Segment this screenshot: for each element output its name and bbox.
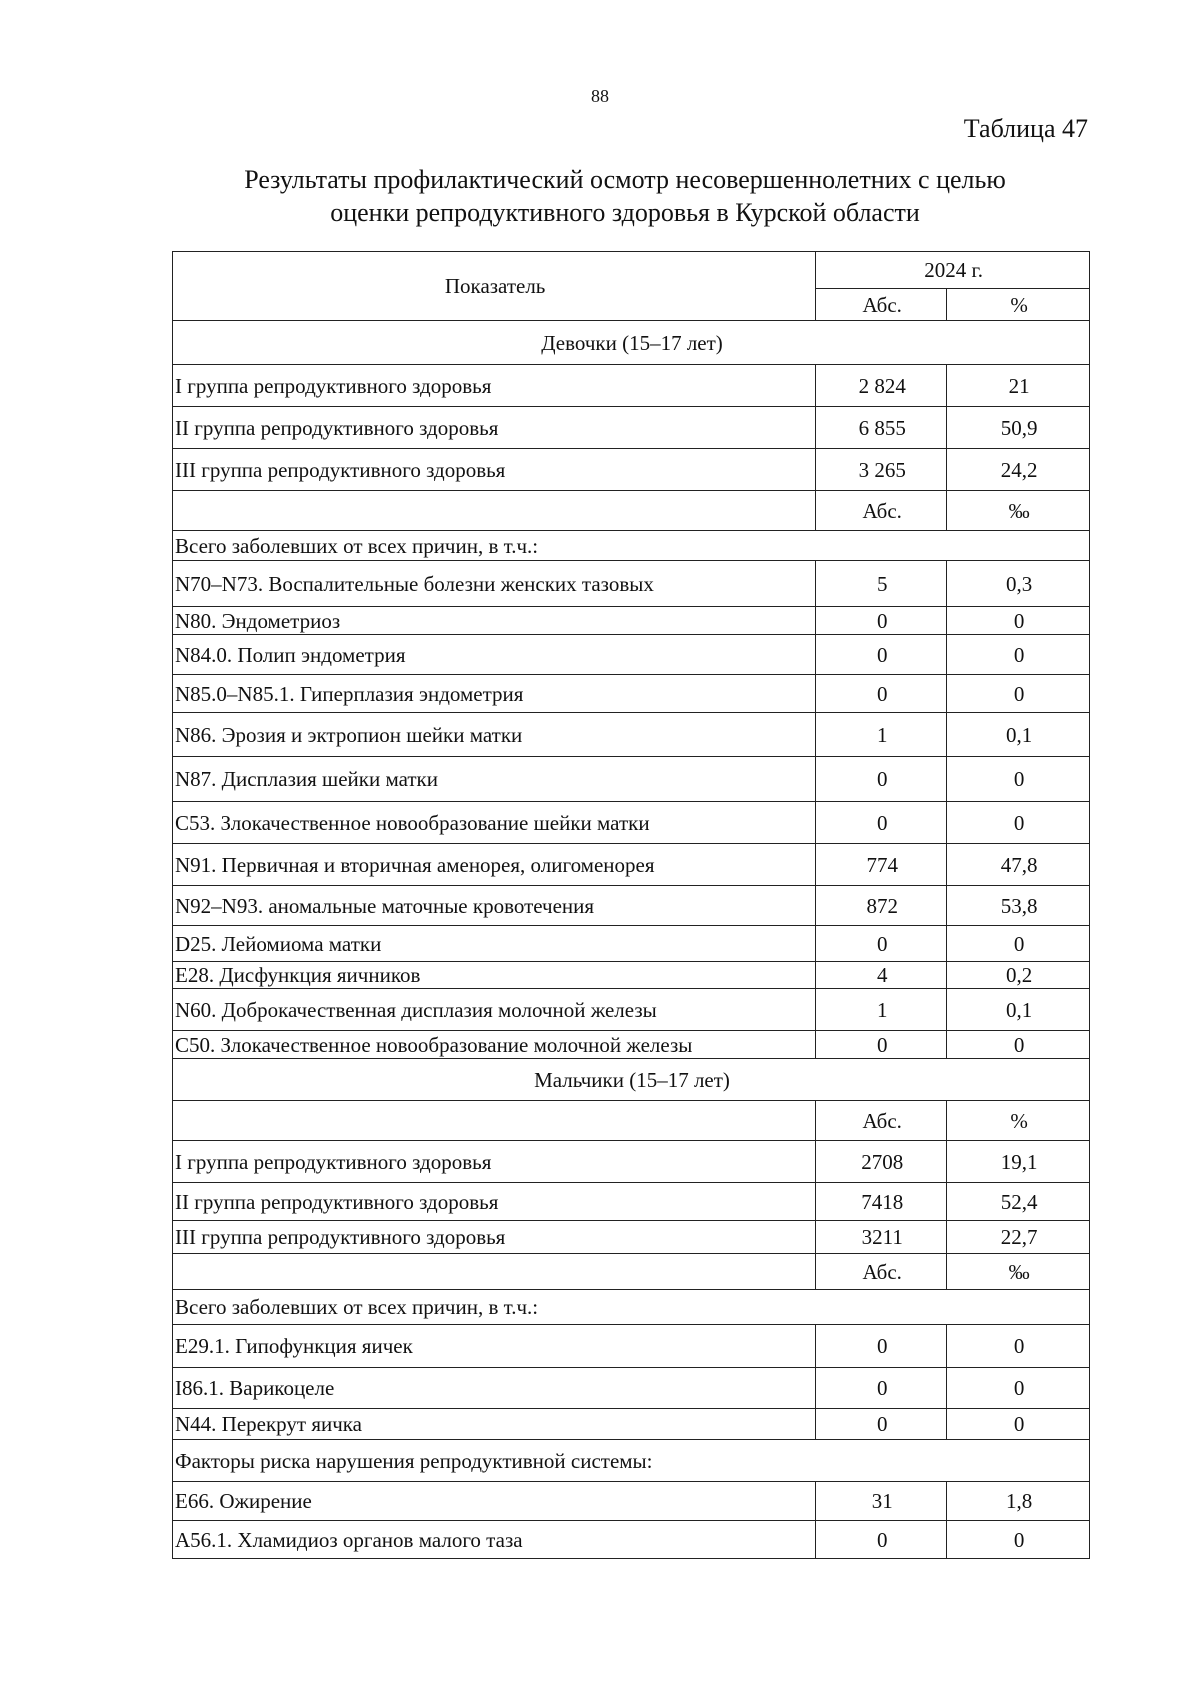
girls-total-label: Всего заболевших от всех причин, в т.ч.: bbox=[173, 531, 1090, 561]
abs-header: Абс. bbox=[816, 289, 947, 321]
row-label: N91. Первичная и вторичная аменорея, олигоменорея bbox=[173, 844, 816, 886]
row-abs: 2 824 bbox=[816, 365, 947, 407]
pct-subheader: % bbox=[947, 1101, 1090, 1141]
row-abs: 2708 bbox=[816, 1141, 947, 1183]
row-label: II группа репродуктивного здоровья bbox=[173, 1183, 816, 1221]
row-abs: 0 bbox=[816, 802, 947, 844]
row-rate: 0 bbox=[947, 635, 1090, 675]
table-row bbox=[173, 802, 1090, 844]
row-label: E29.1. Гипофункция яичек bbox=[173, 1325, 816, 1368]
row-label: D25. Лейомиома матки bbox=[173, 926, 816, 962]
girls-total-row bbox=[173, 531, 1090, 561]
row-pct: 22,7 bbox=[947, 1221, 1090, 1254]
row-abs: 3 265 bbox=[816, 449, 947, 491]
row-label: N92–N93. аномальные маточные кровотечения bbox=[173, 886, 816, 926]
row-abs: 7418 bbox=[816, 1183, 947, 1221]
boys-section-row bbox=[173, 1059, 1090, 1101]
row-label: C50. Злокачественное новообразование молочной железы bbox=[173, 1031, 816, 1059]
row-label: E28. Дисфункция яичников bbox=[173, 962, 816, 989]
row-pct: 50,9 bbox=[947, 407, 1090, 449]
table-label: Таблица 47 bbox=[963, 114, 1088, 143]
row-label: A56.1. Хламидиоз органов малого таза bbox=[173, 1521, 816, 1559]
abs-subheader: Абс. bbox=[816, 1254, 947, 1290]
row-abs: 0 bbox=[816, 635, 947, 675]
row-label: N87. Дисплазия шейки матки bbox=[173, 757, 816, 802]
header-row bbox=[173, 252, 1090, 289]
boys-subheader-row-2 bbox=[173, 1254, 1090, 1290]
row-rate: 0,3 bbox=[947, 561, 1090, 607]
row-rate: 0 bbox=[947, 1521, 1090, 1559]
row-label: N70–N73. Воспалительные болезни женских тазовых bbox=[173, 561, 816, 607]
table-row bbox=[173, 1325, 1090, 1368]
row-label: N84.0. Полип эндометрия bbox=[173, 635, 816, 675]
permille-subheader: ‰ bbox=[947, 491, 1090, 531]
row-label: N44. Перекрут яичка bbox=[173, 1409, 816, 1440]
risk-factors-label: Факторы риска нарушения репродуктивной системы: bbox=[173, 1440, 1090, 1482]
table-row bbox=[173, 1183, 1090, 1221]
row-abs: 1 bbox=[816, 989, 947, 1031]
row-abs: 3211 bbox=[816, 1221, 947, 1254]
table-row bbox=[173, 1368, 1090, 1409]
row-label: I группа репродуктивного здоровья bbox=[173, 365, 816, 407]
table-row bbox=[173, 1409, 1090, 1440]
row-abs: 4 bbox=[816, 962, 947, 989]
table-row bbox=[173, 635, 1090, 675]
row-label: III группа репродуктивного здоровья bbox=[173, 1221, 816, 1254]
report-table bbox=[172, 251, 1090, 1559]
indicator-header: Показатель bbox=[173, 252, 816, 321]
abs-subheader: Абс. bbox=[816, 1101, 947, 1141]
boys-total-label: Всего заболевших от всех причин, в т.ч.: bbox=[173, 1290, 1090, 1325]
row-label: N80. Эндометриоз bbox=[173, 607, 816, 635]
table-row bbox=[173, 989, 1090, 1031]
row-pct: 21 bbox=[947, 365, 1090, 407]
row-rate: 0 bbox=[947, 802, 1090, 844]
girls-subheader-row bbox=[173, 491, 1090, 531]
table-row bbox=[173, 1031, 1090, 1059]
table-row bbox=[173, 757, 1090, 802]
row-rate: 53,8 bbox=[947, 886, 1090, 926]
year-header: 2024 г. bbox=[816, 252, 1090, 289]
table-title bbox=[175, 163, 1075, 229]
row-abs: 6 855 bbox=[816, 407, 947, 449]
permille-subheader: ‰ bbox=[947, 1254, 1090, 1290]
row-label: E66. Ожирение bbox=[173, 1482, 816, 1521]
table-row bbox=[173, 1482, 1090, 1521]
empty-cell bbox=[173, 1101, 816, 1141]
table-row bbox=[173, 365, 1090, 407]
row-rate: 0 bbox=[947, 607, 1090, 635]
row-abs: 31 bbox=[816, 1482, 947, 1521]
row-abs: 774 bbox=[816, 844, 947, 886]
row-abs: 0 bbox=[816, 1521, 947, 1559]
table-row bbox=[173, 1141, 1090, 1183]
row-abs: 0 bbox=[816, 607, 947, 635]
abs-subheader: Абс. bbox=[816, 491, 947, 531]
table-row bbox=[173, 886, 1090, 926]
title-line-2: оценки репродуктивного здоровья в Курской области bbox=[330, 198, 920, 227]
row-rate: 1,8 bbox=[947, 1482, 1090, 1521]
row-label: N60. Доброкачественная дисплазия молочной железы bbox=[173, 989, 816, 1031]
girls-section-title: Девочки (15–17 лет) bbox=[173, 321, 1090, 365]
row-abs: 0 bbox=[816, 675, 947, 713]
row-rate: 0 bbox=[947, 1325, 1090, 1368]
girls-section-row bbox=[173, 321, 1090, 365]
row-rate: 0 bbox=[947, 926, 1090, 962]
table-row bbox=[173, 675, 1090, 713]
row-rate: 0 bbox=[947, 675, 1090, 713]
row-pct: 52,4 bbox=[947, 1183, 1090, 1221]
row-abs: 0 bbox=[816, 926, 947, 962]
boys-section-title: Мальчики (15–17 лет) bbox=[173, 1059, 1090, 1101]
table-row bbox=[173, 1221, 1090, 1254]
row-rate: 0,2 bbox=[947, 962, 1090, 989]
risk-factors-row bbox=[173, 1440, 1090, 1482]
row-label: N85.0–N85.1. Гиперплазия эндометрия bbox=[173, 675, 816, 713]
row-rate: 0 bbox=[947, 1031, 1090, 1059]
table-row bbox=[173, 449, 1090, 491]
table-row bbox=[173, 607, 1090, 635]
row-rate: 47,8 bbox=[947, 844, 1090, 886]
table-row bbox=[173, 844, 1090, 886]
row-pct: 24,2 bbox=[947, 449, 1090, 491]
empty-cell bbox=[173, 491, 816, 531]
table-row bbox=[173, 561, 1090, 607]
boys-subheader-row bbox=[173, 1101, 1090, 1141]
row-rate: 0 bbox=[947, 1409, 1090, 1440]
table-row bbox=[173, 962, 1090, 989]
row-abs: 5 bbox=[816, 561, 947, 607]
row-abs: 0 bbox=[816, 757, 947, 802]
row-pct: 19,1 bbox=[947, 1141, 1090, 1183]
row-abs: 872 bbox=[816, 886, 947, 926]
row-label: N86. Эрозия и эктропион шейки матки bbox=[173, 713, 816, 757]
table-row bbox=[173, 713, 1090, 757]
table-row bbox=[173, 926, 1090, 962]
empty-cell bbox=[173, 1254, 816, 1290]
row-label: III группа репродуктивного здоровья bbox=[173, 449, 816, 491]
boys-total-row bbox=[173, 1290, 1090, 1325]
table-row bbox=[173, 407, 1090, 449]
pct-header: % bbox=[947, 289, 1090, 321]
row-abs: 1 bbox=[816, 713, 947, 757]
row-rate: 0,1 bbox=[947, 713, 1090, 757]
page-number: 88 bbox=[591, 86, 609, 106]
row-label: II группа репродуктивного здоровья bbox=[173, 407, 816, 449]
row-abs: 0 bbox=[816, 1325, 947, 1368]
row-abs: 0 bbox=[816, 1368, 947, 1409]
row-label: I группа репродуктивного здоровья bbox=[173, 1141, 816, 1183]
row-label: I86.1. Варикоцеле bbox=[173, 1368, 816, 1409]
row-rate: 0 bbox=[947, 757, 1090, 802]
row-abs: 0 bbox=[816, 1409, 947, 1440]
row-rate: 0,1 bbox=[947, 989, 1090, 1031]
title-line-1: Результаты профилактический осмотр несовершеннолетних с целью bbox=[244, 165, 1006, 194]
row-rate: 0 bbox=[947, 1368, 1090, 1409]
row-label: C53. Злокачественное новообразование шейки матки bbox=[173, 802, 816, 844]
row-abs: 0 bbox=[816, 1031, 947, 1059]
table-row bbox=[173, 1521, 1090, 1559]
